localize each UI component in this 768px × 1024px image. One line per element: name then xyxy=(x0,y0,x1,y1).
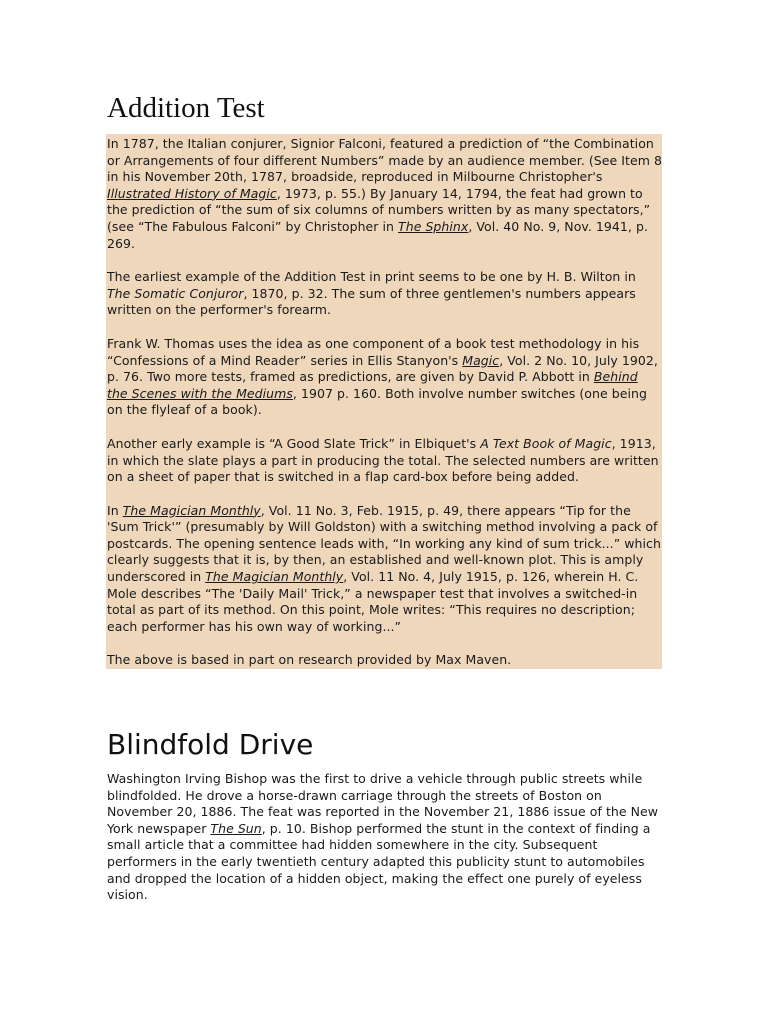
paragraph-text: In xyxy=(107,502,123,518)
paragraph-credit xyxy=(107,652,662,669)
link-magic[interactable]: Magic xyxy=(462,352,500,368)
paragraph-falconi xyxy=(107,136,662,252)
blindfold-drive-body xyxy=(107,771,659,904)
paragraph-text: Frank W. Thomas uses the idea as one component of a book test methodology in his “Confessions of a Mind Reader” series in Ellis Stanyon's xyxy=(107,335,640,368)
paragraph-text: , 1973, p. 55.) By January 14, 1794, the feat had grown to the prediction of “the sum of six columns of numbers written by as many spectators,” (see “The Fabulous Falconi” by Christopher in xyxy=(107,185,651,234)
paragraph-text: , Vol. 40 No. 9, Nov. 1941, p. 269. xyxy=(107,218,648,251)
section-title-blindfold-drive: Blindfold Drive xyxy=(107,728,314,761)
paragraph-text: The above is based in part on research provided by Max Maven. xyxy=(107,652,512,668)
paragraph-text: , 1907 p. 160. Both involve number switches (one being on the flyleaf of a book). xyxy=(107,385,647,418)
link-magician-monthly-july[interactable]: The Magician Monthly xyxy=(205,569,344,585)
paragraph-text: Washington Irving Bishop was the first to drive a vehicle through public streets while blindfolded. He drove a horse-drawn carriage through the streets of Boston on November 20, 1886. The feat was reported in the November 21, 1886 issue of the New York newspaper xyxy=(107,771,659,836)
link-illustrated-history-of-magic[interactable]: Illustrated History of Magic xyxy=(107,185,277,201)
paragraph-thomas xyxy=(107,336,662,419)
section-title-addition-test: Addition Test xyxy=(107,92,265,124)
paragraph-elbiquet xyxy=(107,436,662,486)
paragraph-text: The earliest example of the Addition Test in print seems to be one by H. B. Wilton in xyxy=(107,269,636,285)
paragraph-wilton xyxy=(107,269,662,319)
paragraph-text: , 1913, in which the slate plays a part in producing the total. The selected numbers are written on a sheet of paper that is switched in a flap card-box before being added. xyxy=(107,435,659,485)
paragraph-text: , Vol. 11 No. 4, July 1915, p. 126, wherein H. C. Mole describes “The 'Daily Mail' Trick,” a newspaper test that involves a switched-in total as part of its method. On this point, Mole writes: “This requires no description; each performer has his own way of working...” xyxy=(107,569,639,634)
addition-test-box xyxy=(106,134,662,669)
paragraph-magician-monthly xyxy=(107,503,662,636)
paragraph-text: , 1870, p. 32. The sum of three gentlemen's numbers appears written on the performer's forearm. xyxy=(107,285,636,318)
paragraph-text: , Vol. 11 No. 3, Feb. 1915, p. 49, there appears “Tip for the 'Sum Trick'” (presumably by Will Goldston) with a switching method involving a pack of postcards. The opening sentence leads with, “In working any kind of sum trick...” which clearly suggests that it is, by then, an established and well-known plot. This is amply underscored in xyxy=(107,502,661,585)
paragraph-text: , Vol. 2 No. 10, July 1902, p. 76. Two more tests, framed as predictions, are given by David P. Abbott in xyxy=(107,352,658,385)
book-title-text-book-of-magic: A Text Book of Magic xyxy=(480,435,612,451)
paragraph-text: , p. 10. Bishop performed the stunt in the context of finding a small article that a committee had hidden somewhere in the city. Subsequent performers in the early twentieth century adapted this publicity stunt to automobiles and dropped the location of a hidden object, making the effect one purely of eyeless vision. xyxy=(107,820,651,903)
paragraph-text: In 1787, the Italian conjurer, Signior Falconi, featured a prediction of “the Combination or Arrangements of four different Numbers” made by an audience member. (See Item 8 in his November 20th, 1787, broadside, reproduced in Milbourne Christopher's xyxy=(107,136,662,185)
link-the-sun[interactable]: The Sun xyxy=(210,820,262,836)
link-behind-the-scenes[interactable]: Behind the Scenes with the Mediums xyxy=(107,369,638,401)
link-the-sphinx[interactable]: The Sphinx xyxy=(398,218,469,234)
paragraph-bishop xyxy=(107,771,659,904)
book-title-somatic-conjuror: The Somatic Conjuror xyxy=(107,285,244,301)
link-magician-monthly-feb[interactable]: The Magician Monthly xyxy=(122,502,261,518)
paragraph-text: Another early example is “A Good Slate Trick” in Elbiquet's xyxy=(107,435,481,451)
